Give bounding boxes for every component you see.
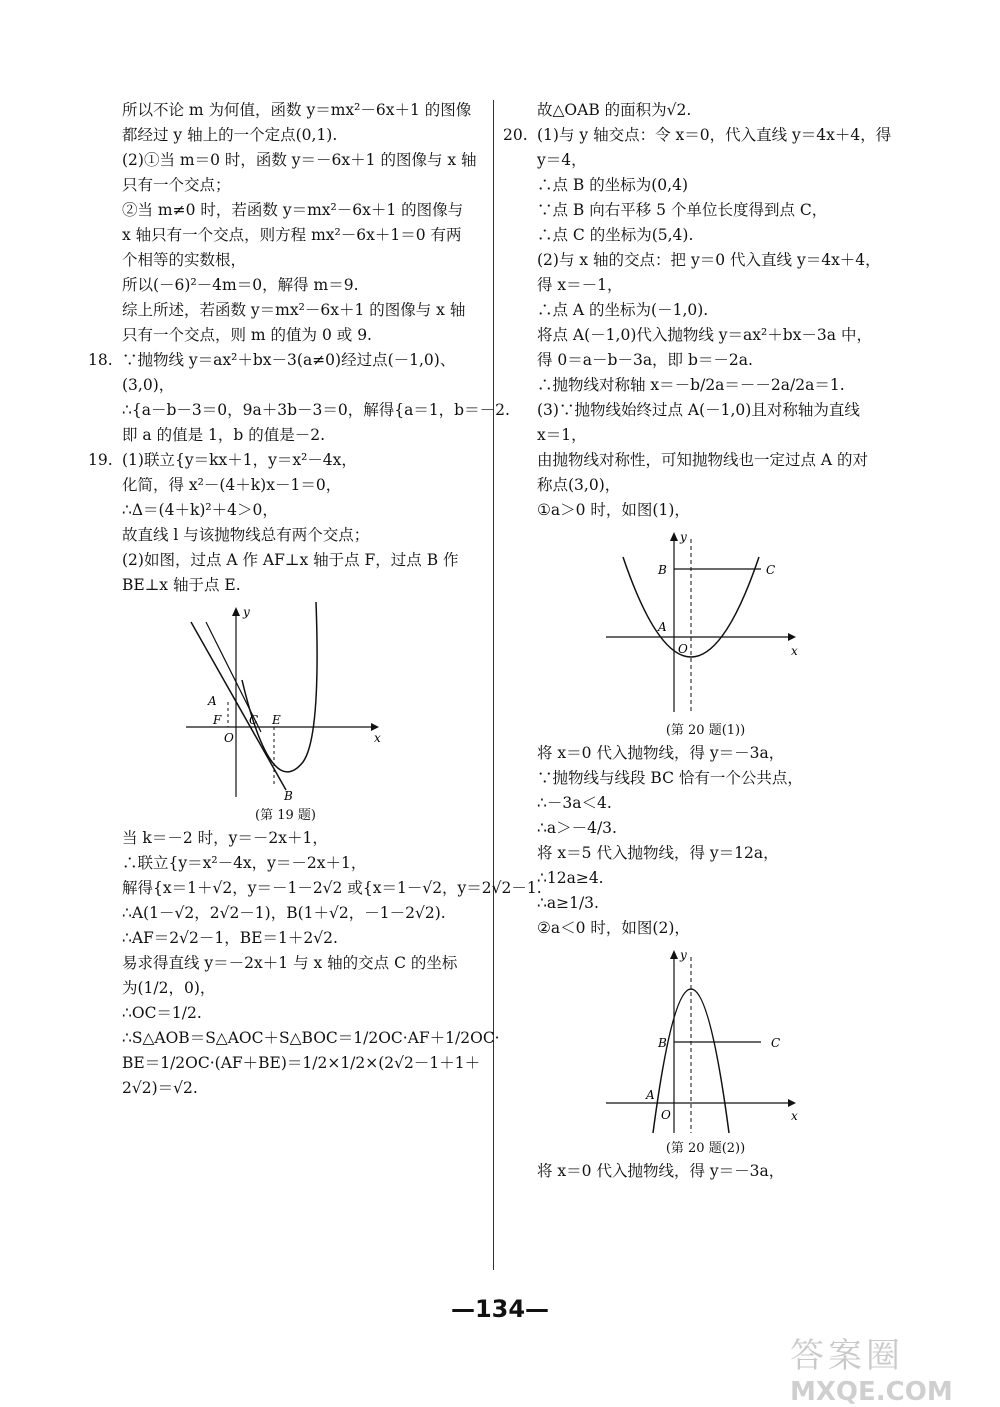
line-text: 将 x＝0 代入抛物线，得 y＝－3a， bbox=[537, 1162, 785, 1180]
problem-number: 18. bbox=[88, 351, 113, 369]
line-text: (2)如图，过点 A 作 AF⊥x 轴于点 F，过点 B 作 bbox=[122, 551, 459, 569]
text-line bbox=[88, 148, 483, 173]
y-axis-arrow bbox=[670, 950, 678, 959]
line-text: BE＝1/2OC·(AF＋BE)＝1/2×1/2×(2√2－1＋1＋ bbox=[122, 1054, 481, 1072]
left-column bbox=[88, 98, 542, 1101]
text-line bbox=[503, 891, 908, 916]
figure-19-caption: (第 19 题) bbox=[255, 808, 316, 823]
line-text: ∵抛物线与线段 BC 恰有一个公共点， bbox=[537, 769, 803, 787]
label-f: F bbox=[212, 713, 221, 727]
line-text: ∵点 B 向右平移 5 个单位长度得到点 C， bbox=[537, 201, 828, 219]
y-axis-arrow bbox=[670, 532, 678, 541]
text-line bbox=[503, 791, 908, 816]
text-line bbox=[88, 1001, 483, 1026]
text-line bbox=[88, 498, 483, 523]
line-l bbox=[191, 622, 286, 790]
text-line bbox=[503, 98, 908, 123]
watermark-logo-text: 答案圈 bbox=[790, 1336, 904, 1376]
line-text: (3,0)， bbox=[122, 376, 175, 394]
line-text: 当 k＝－2 时，y＝－2x＋1， bbox=[122, 829, 328, 847]
text-line bbox=[503, 398, 908, 423]
line-text: 称点(3,0)， bbox=[537, 476, 621, 494]
line-text: ∴a＞－4/3. bbox=[537, 819, 617, 837]
line-text: 故直线 l 与该抛物线总有两个交点； bbox=[122, 526, 370, 544]
text-line bbox=[503, 248, 908, 273]
text-line bbox=[503, 1159, 908, 1184]
text-line bbox=[88, 926, 483, 951]
label-x: x bbox=[373, 731, 381, 745]
line-text: x 轴只有一个交点，则方程 mx²－6x＋1＝0 有两 bbox=[122, 226, 462, 244]
text-line bbox=[503, 816, 908, 841]
text-line bbox=[503, 766, 908, 791]
text-line bbox=[88, 901, 483, 926]
label-y: y bbox=[679, 530, 687, 544]
line-text: 由抛物线对称性，可知抛物线也一定过点 A 的对 bbox=[537, 451, 869, 469]
line-text: ∴抛物线对称轴 x＝－b/2a＝－－2a/2a＝1. bbox=[537, 376, 845, 394]
text-line bbox=[503, 473, 908, 498]
label-a: A bbox=[657, 620, 667, 634]
label-o: O bbox=[660, 1108, 671, 1122]
line-text: 所以(－6)²－4m＝0，解得 m＝9. bbox=[122, 276, 359, 294]
line-text: ②当 m≠0 时，若函数 y＝mx²－6x＋1 的图像与 bbox=[122, 201, 464, 219]
text-line bbox=[503, 498, 908, 523]
text-line bbox=[88, 548, 483, 573]
right-column bbox=[503, 98, 908, 1184]
label-y: y bbox=[242, 605, 250, 619]
text-line bbox=[88, 976, 483, 1001]
line-text: 将点 A(－1,0)代入抛物线 y＝ax²＋bx－3a 中， bbox=[537, 326, 872, 344]
line-text: 只有一个交点，则 m 的值为 0 或 9. bbox=[122, 326, 372, 344]
line-text: 只有一个交点； bbox=[122, 176, 231, 194]
line-text: ∴A(1－√2，2√2－1)，B(1＋√2，－1－2√2). bbox=[122, 904, 446, 922]
text-line bbox=[503, 273, 908, 298]
text-line bbox=[503, 298, 908, 323]
line-text: ∴点 C 的坐标为(5,4). bbox=[537, 226, 694, 244]
text-line bbox=[88, 1051, 483, 1076]
text-line bbox=[88, 98, 483, 123]
text-line bbox=[503, 866, 908, 891]
text-line bbox=[503, 223, 908, 248]
line-text: ∴{a－b－3＝0，9a＋3b－3＝0，解得{a＝1，b＝－2. bbox=[122, 401, 510, 419]
label-c: C bbox=[248, 713, 258, 727]
line-text: (2)①当 m＝0 时，函数 y＝－6x＋1 的图像与 x 轴 bbox=[122, 151, 477, 169]
x-axis-arrow bbox=[788, 1099, 796, 1107]
label-o: O bbox=[223, 731, 234, 745]
text-line bbox=[503, 198, 908, 223]
line-text: x＝1， bbox=[537, 426, 587, 444]
text-line bbox=[503, 916, 908, 941]
figure-20-1-graph bbox=[606, 527, 806, 717]
right-text-block-3 bbox=[503, 1159, 908, 1184]
text-line bbox=[88, 173, 483, 198]
label-a: A bbox=[207, 694, 217, 708]
left-text-block-2 bbox=[88, 826, 542, 1101]
line-text: ∴12a≥4. bbox=[537, 869, 604, 887]
text-line bbox=[88, 223, 483, 248]
line-text: ②a＜0 时，如图(2)， bbox=[537, 919, 690, 937]
text-line bbox=[88, 876, 542, 901]
text-line bbox=[503, 348, 908, 373]
text-line bbox=[88, 448, 483, 473]
line-text: ∴a≥1/3. bbox=[537, 894, 599, 912]
line-text: 个相等的实数根， bbox=[122, 251, 247, 269]
text-line bbox=[88, 826, 483, 851]
label-y: y bbox=[679, 948, 687, 962]
line-text: 解得{x＝1＋√2，y＝－1－2√2 或{x＝1－√2，y＝2√2－1. bbox=[122, 879, 542, 897]
label-c: C bbox=[770, 1036, 780, 1050]
line-text: 综上所述，若函数 y＝mx²－6x＋1 的图像与 x 轴 bbox=[122, 301, 466, 319]
text-line bbox=[88, 1026, 500, 1051]
problem-number: 20. bbox=[503, 126, 528, 144]
text-line bbox=[503, 148, 908, 173]
text-line bbox=[88, 373, 483, 398]
text-line bbox=[503, 123, 908, 148]
figure-20-1-caption: (第 20 题(1)) bbox=[665, 723, 746, 738]
line-text: ∵抛物线 y＝ax²＋bx－3(a≠0)经过点(－1,0)、 bbox=[122, 351, 456, 369]
label-b: B bbox=[657, 1036, 667, 1050]
text-line bbox=[88, 951, 483, 976]
text-line bbox=[88, 198, 483, 223]
line-text: (3)∵抛物线始终过点 A(－1,0)且对称轴为直线 bbox=[537, 401, 860, 419]
x-axis-arrow bbox=[788, 633, 796, 641]
line-text: BE⊥x 轴于点 E. bbox=[122, 576, 241, 594]
watermark bbox=[790, 1328, 990, 1407]
left-text-block bbox=[88, 98, 510, 598]
line-text: 即 a 的值是 1，b 的值是－2. bbox=[122, 426, 326, 444]
text-line bbox=[503, 423, 908, 448]
line-text: (1)与 y 轴交点：令 x＝0，代入直线 y＝4x＋4，得 bbox=[537, 126, 892, 144]
right-text-block-2 bbox=[503, 741, 908, 941]
label-a: A bbox=[645, 1088, 655, 1102]
line-text: ∴AF＝2√2－1，BE＝1＋2√2. bbox=[122, 929, 338, 947]
figure-19-graph bbox=[186, 602, 386, 802]
parabola-curve bbox=[623, 557, 759, 657]
figure-20-2-graph bbox=[606, 945, 806, 1135]
line-text: (2)与 x 轴的交点：把 y＝0 代入直线 y＝4x＋4， bbox=[537, 251, 881, 269]
text-line bbox=[503, 741, 908, 766]
line-text: 将 x＝0 代入抛物线，得 y＝－3a， bbox=[537, 744, 785, 762]
text-line bbox=[88, 323, 483, 348]
line-text: ∴点 A 的坐标为(－1,0). bbox=[537, 301, 709, 319]
line-text: 2√2)＝√2. bbox=[122, 1079, 198, 1097]
label-o: O bbox=[677, 642, 688, 656]
problem-number: 19. bbox=[88, 451, 113, 469]
line-text: 所以不论 m 为何值，函数 y＝mx²－6x＋1 的图像 bbox=[122, 101, 472, 119]
text-line bbox=[503, 448, 908, 473]
line-text: 易求得直线 y＝－2x＋1 与 x 轴的交点 C 的坐标 bbox=[122, 954, 458, 972]
label-c: C bbox=[765, 563, 775, 577]
text-line bbox=[88, 398, 510, 423]
text-line bbox=[88, 298, 483, 323]
line-text: ∴点 B 的坐标为(0,4) bbox=[537, 176, 688, 194]
line-text: ∴Δ＝(4＋k)²＋4＞0， bbox=[122, 501, 278, 519]
line-text: ∴S△AOB＝S△AOC＋S△BOC＝1/2OC·AF＋1/2OC· bbox=[122, 1029, 500, 1047]
text-line bbox=[503, 173, 908, 198]
figure-20-2-caption: (第 20 题(2)) bbox=[665, 1141, 746, 1156]
label-x: x bbox=[790, 644, 798, 658]
y-axis-arrow bbox=[232, 607, 240, 616]
text-line bbox=[88, 1076, 483, 1101]
right-text-block bbox=[503, 98, 908, 523]
x-axis-arrow bbox=[371, 723, 379, 731]
line-text: y＝4， bbox=[537, 151, 587, 169]
label-b: B bbox=[283, 789, 293, 802]
line-text: ∴联立{y＝x²－4x，y＝－2x＋1， bbox=[122, 854, 367, 872]
text-line bbox=[88, 473, 483, 498]
label-x: x bbox=[790, 1109, 798, 1123]
text-line bbox=[503, 373, 908, 398]
line-text: 得 0＝a－b－3a，即 b＝－2a. bbox=[537, 351, 753, 369]
line-text: 得 x＝－1， bbox=[537, 276, 623, 294]
text-line bbox=[503, 323, 908, 348]
watermark-url: MXQE.COM bbox=[790, 1377, 953, 1407]
text-line bbox=[88, 573, 483, 598]
text-line bbox=[88, 523, 483, 548]
text-line bbox=[88, 248, 483, 273]
line-text: ∴OC＝1/2. bbox=[122, 1004, 202, 1022]
text-line bbox=[88, 123, 483, 148]
line-text: 都经过 y 轴上的一个定点(0,1). bbox=[122, 126, 338, 144]
text-line bbox=[88, 348, 483, 373]
text-line bbox=[88, 851, 483, 876]
line-text: 将 x＝5 代入抛物线，得 y＝12a， bbox=[537, 844, 779, 862]
text-line bbox=[88, 423, 483, 448]
text-line bbox=[88, 273, 483, 298]
line-text: ①a＞0 时，如图(1)， bbox=[537, 501, 690, 519]
line-text: (1)联立{y＝kx＋1，y＝x²－4x， bbox=[122, 451, 357, 469]
line-text: 故△OAB 的面积为√2. bbox=[537, 101, 692, 119]
label-e: E bbox=[271, 713, 281, 727]
parabola-curve bbox=[242, 602, 317, 772]
line-text: 为(1/2，0)， bbox=[122, 979, 216, 997]
label-b: B bbox=[657, 563, 667, 577]
column-divider bbox=[493, 100, 494, 1270]
text-line bbox=[503, 841, 908, 866]
line-text: ∴－3a＜4. bbox=[537, 794, 612, 812]
line-text: 化简，得 x²－(4＋k)x－1＝0， bbox=[122, 476, 342, 494]
page-number: —134— bbox=[450, 1295, 550, 1323]
